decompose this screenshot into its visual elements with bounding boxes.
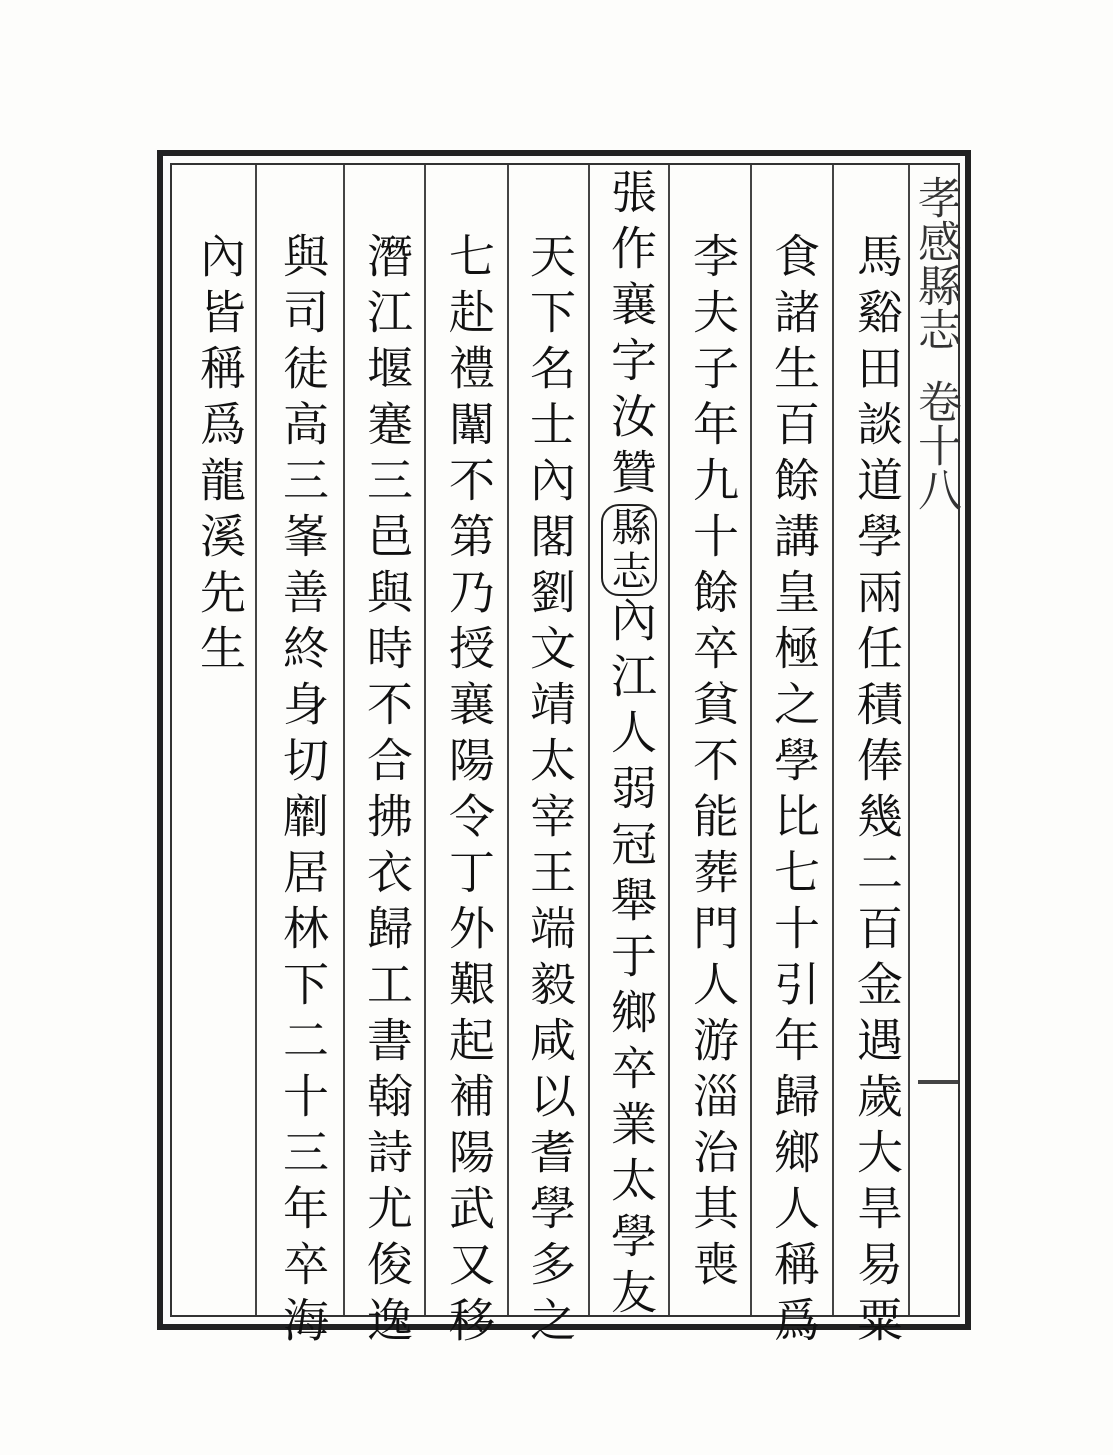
text-column-8 [271, 232, 331, 1352]
column-rule [424, 165, 426, 1315]
text-column-4 [599, 168, 659, 1324]
column-text: 馬谿田談道學兩任積俸幾二百金遇歲大旱易粟 [850, 232, 904, 1352]
margin-header [910, 175, 961, 511]
column-rule [588, 165, 590, 1315]
text-column-1 [845, 232, 905, 1352]
column-rule [750, 165, 752, 1315]
column-text: 與司徒高三峯善終身切劘居林下二十三年卒海 [276, 232, 330, 1352]
column-rule [832, 165, 834, 1315]
text-column-3 [681, 232, 741, 1296]
column-rule [668, 165, 670, 1315]
column-text: 食諸生百餘講皇極之學比七十引年歸鄉人稱爲 [767, 232, 821, 1352]
text-column-5 [518, 232, 578, 1352]
column-text: 張作襄字汝贊 [604, 168, 658, 504]
text-column-9 [188, 232, 248, 680]
text-column-7 [355, 232, 415, 1352]
margin-volume: 卷十八 [910, 379, 961, 511]
column-rule [255, 165, 257, 1315]
column-text: 潛江堰蹇三邑與時不合拂衣歸工書翰詩尤俊逸 [360, 232, 414, 1352]
column-rule [507, 165, 509, 1315]
column-text: 天下名士內閣劉文靖太宰王端毅咸以耆學多之 [523, 232, 577, 1352]
column-text: 李夫子年九十餘卒貧不能葬門人游淄治其喪 [686, 232, 740, 1296]
column-text-tail: 內江人弱冠舉于鄉卒業太學友 [604, 596, 658, 1324]
column-text: 內皆稱爲龍溪先生 [193, 232, 247, 680]
text-column-2 [762, 232, 822, 1352]
column-text: 七赴禮闈不第乃授襄陽令丁外艱起補陽武又移 [442, 232, 496, 1352]
text-column-6 [437, 232, 497, 1352]
column-rule [343, 165, 345, 1315]
fold-mark [918, 1080, 958, 1084]
source-annotation: 縣志 [601, 504, 657, 596]
margin-title: 孝感縣志 [910, 175, 961, 351]
